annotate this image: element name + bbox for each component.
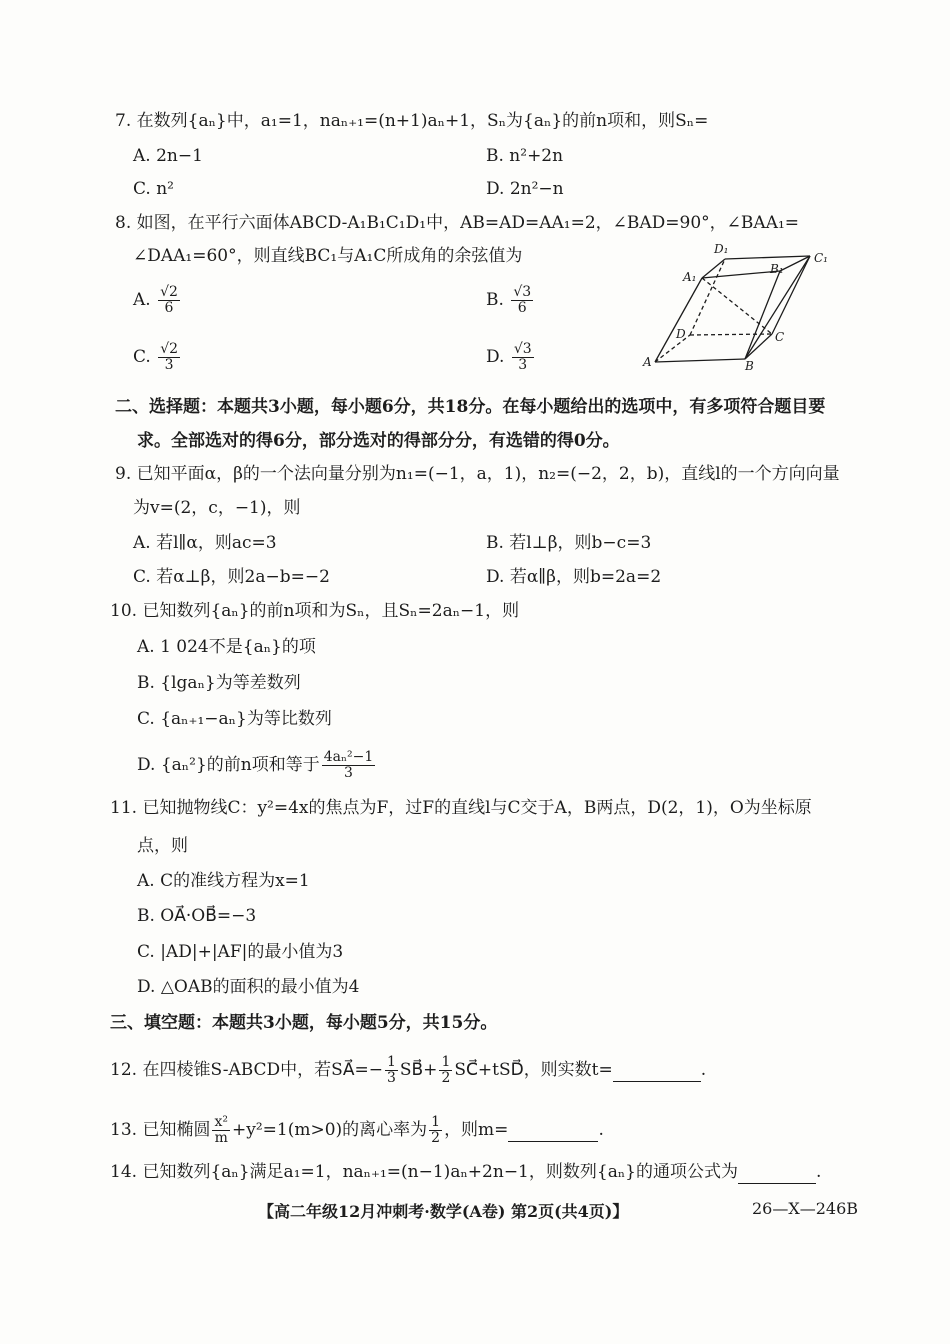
label-a1: A₁ <box>683 270 697 284</box>
q9-stem-line1: 9. 已知平面α，β的一个法向量分别为n₁=(−1，a，1)，n₂=(−2，2，b)，直线l的一个方向向量 <box>115 464 840 484</box>
q13-fraction-x-den: m <box>214 1130 228 1146</box>
q10-option-b: B. {lgaₙ}为等差数列 <box>137 673 301 693</box>
q13-text-2: +y²=1(m>0)的离心率为 <box>231 1120 428 1140</box>
section3-title: 三、填空题：本题共3小题，每小题5分，共15分。 <box>110 1013 498 1033</box>
edge-a1d1 <box>702 259 725 278</box>
q12-answer-blank[interactable] <box>613 1059 701 1082</box>
q10-option-a: A. 1 024不是{aₙ}的项 <box>137 637 316 657</box>
q13-fraction-x <box>212 1115 230 1146</box>
label-d1: D₁ <box>714 242 729 256</box>
q10-option-d-text: D. {aₙ²}的前n项和等于 <box>137 755 320 775</box>
q11-option-c: C. |AD|+|AF|的最小值为3 <box>137 942 344 962</box>
q13-answer-blank[interactable] <box>508 1119 598 1142</box>
q7-option-b: B. n²+2n <box>486 146 564 166</box>
q12-fraction-1-num: 1 <box>386 1054 396 1070</box>
q12-text-3: SC⃗+tSD⃗，则实数t= <box>454 1060 613 1080</box>
q7-option-a: A. 2n−1 <box>133 146 203 166</box>
footer-title: 【高二年级12月冲刺考·数学(A卷) 第2页(共4页)】 <box>258 1202 629 1221</box>
q9-option-c: C. 若α⊥β，则2a−b=−2 <box>133 567 330 587</box>
q8-option-b-label: B. <box>486 290 504 310</box>
edge-bb1 <box>745 271 780 359</box>
q8-option-b-fraction <box>511 285 533 316</box>
q7-stem: 7. 在数列{aₙ}中，a₁=1，naₙ₊₁=(n+1)aₙ+1，Sₙ为{aₙ}的前n项和，则Sₙ= <box>115 111 709 131</box>
parallelepiped-figure <box>640 238 840 373</box>
edge-d1c1 <box>725 256 810 259</box>
label-c: C <box>775 330 785 344</box>
edge-ab <box>655 359 745 362</box>
q9-stem-line2: 为v=(2，c，−1)，则 <box>133 498 301 518</box>
label-d: D <box>676 327 686 341</box>
q8-option-a-den: 6 <box>164 300 174 316</box>
footer-code: 26—X—246B <box>752 1199 859 1218</box>
q8-option-c-den: 3 <box>164 357 174 373</box>
q12-fraction-1 <box>385 1055 398 1086</box>
q8-stem-line2: ∠DAA₁=60°，则直线BC₁与A₁C所成角的余弦值为 <box>133 246 523 266</box>
label-b: B <box>745 359 754 373</box>
q8-option-a-num: √2 <box>160 284 178 300</box>
q8-option-a <box>133 285 182 316</box>
q8-option-c-fraction <box>158 342 180 373</box>
q8-option-c-num: √2 <box>160 341 179 357</box>
q11-option-d: D. △OAB的面积的最小值为4 <box>137 977 360 997</box>
label-c1: C₁ <box>814 251 828 265</box>
q8-option-c-label: C. <box>133 347 151 367</box>
q11-option-a: A. C的准线方程为x=1 <box>137 871 310 891</box>
q12-text-2: SB⃗+ <box>399 1060 438 1080</box>
q14-period: . <box>816 1162 822 1182</box>
q9-option-b: B. 若l⊥β，则b−c=3 <box>486 533 652 553</box>
segment-a1c <box>702 278 772 334</box>
q7-option-c: C. n² <box>133 179 174 199</box>
q8-option-d-fraction <box>512 342 534 373</box>
q12-fraction-2 <box>439 1055 452 1086</box>
q8-option-c <box>133 342 182 373</box>
q8-stem-line1: 8. 如图，在平行六面体ABCD-A₁B₁C₁D₁中，AB=AD=AA₁=2，∠BAD=90°，∠BAA₁= <box>115 213 800 233</box>
q12-text-1: 12. 在四棱锥S-ABCD中，若SA⃗=− <box>110 1060 383 1080</box>
q13-text-1: 13. 已知椭圆 <box>110 1120 211 1140</box>
q13-stem <box>110 1115 604 1146</box>
q8-option-d-num: √3 <box>513 341 532 357</box>
q14-stem <box>110 1161 821 1184</box>
q13-text-3: ，则m= <box>444 1120 509 1140</box>
q10-option-d-fraction <box>322 750 376 781</box>
q10-option-d-den: 3 <box>344 765 353 781</box>
section2-title-line1: 二、选择题：本题共3小题，每小题6分，共18分。在每小题给出的选项中，有多项符合题目要 <box>115 397 826 417</box>
q14-text: 14. 已知数列{aₙ}满足a₁=1，naₙ₊₁=(n−1)aₙ+2n−1，则数列{aₙ}的通项公式为 <box>110 1162 738 1182</box>
q13-fraction-e-den: 2 <box>431 1130 441 1146</box>
label-a: A <box>643 355 652 369</box>
q10-option-c: C. {aₙ₊₁−aₙ}为等比数列 <box>137 709 332 729</box>
section2-title-line2: 求。全部选对的得6分，部分选对的得部分分，有选错的得0分。 <box>137 431 620 451</box>
q8-option-b-den: 6 <box>517 300 527 316</box>
q8-option-d-label: D. <box>486 347 505 367</box>
q12-period: . <box>700 1060 707 1080</box>
q8-option-a-label: A. <box>133 290 151 310</box>
q8-option-d-den: 3 <box>518 357 528 373</box>
q14-answer-blank[interactable] <box>738 1161 816 1184</box>
q10-option-d-num: 4aₙ²−1 <box>323 749 374 765</box>
q8-option-a-fraction <box>158 285 180 316</box>
q12-fraction-1-den: 3 <box>386 1070 396 1086</box>
q13-period: . <box>598 1120 604 1140</box>
q11-stem-line2: 点，则 <box>137 836 188 856</box>
q12-fraction-2-num: 1 <box>441 1054 451 1070</box>
q8-option-b <box>486 285 535 316</box>
label-b1: B₁ <box>770 262 784 276</box>
q10-stem: 10. 已知数列{aₙ}的前n项和为Sₙ，且Sₙ=2aₙ−1，则 <box>110 601 520 621</box>
q7-option-d: D. 2n²−n <box>486 179 564 199</box>
q13-fraction-e <box>429 1115 442 1146</box>
q8-option-b-num: √3 <box>513 284 532 300</box>
q11-stem-line1: 11. 已知抛物线C：y²=4x的焦点为F，过F的直线l与C交于A，B两点，D(2，1)，O为坐标原 <box>110 798 812 818</box>
q8-option-d <box>486 342 536 373</box>
edge-a1b1 <box>702 271 780 278</box>
q9-option-d: D. 若α∥β，则b=2a=2 <box>486 567 662 587</box>
q12-fraction-2-den: 2 <box>441 1070 451 1086</box>
q12-stem <box>110 1055 706 1086</box>
q10-option-d <box>137 750 377 781</box>
q9-option-a: A. 若l∥α，则ac=3 <box>133 533 277 553</box>
edge-aa1 <box>655 278 702 362</box>
q13-fraction-x-num: x² <box>214 1114 228 1130</box>
q13-fraction-e-num: 1 <box>431 1114 441 1130</box>
q11-option-b: B. OA⃗·OB⃗=−3 <box>137 906 257 926</box>
